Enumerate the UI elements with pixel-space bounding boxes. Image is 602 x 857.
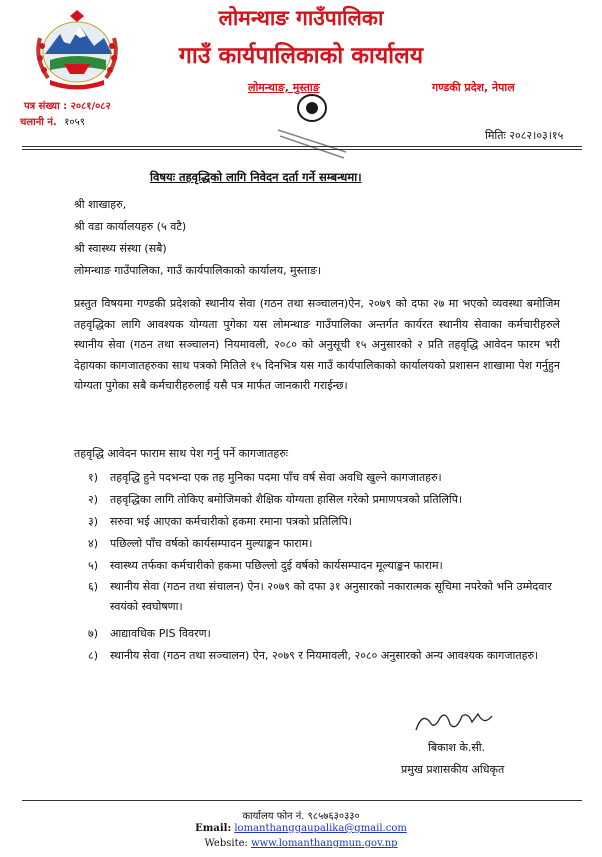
header-divider bbox=[22, 146, 582, 147]
signatory-title: प्रमुख प्रशासकीय अधिकृत bbox=[401, 763, 505, 776]
list-item: ४) पछिल्लो पाँच वर्षको कार्यसम्पादन मुल्याङ्कन फाराम। bbox=[88, 537, 313, 550]
letter-date: मितिः २०८२।०३।१५ bbox=[485, 129, 564, 142]
addressee-3: श्री स्वास्थ्य संस्था (सबै) bbox=[74, 242, 167, 255]
office-name: गाउँ कार्यपालिकाको कार्यालय bbox=[178, 43, 424, 69]
list-item: २) तहवृद्धिका लागि तोकिए बमोजिमको शैक्षिक योग्यता हासिल गरेको प्रमाणपत्रको प्रतिलिपि। bbox=[88, 493, 463, 506]
list-item: ७) आद्यावधिक PIS विवरण। bbox=[88, 627, 211, 640]
list-item: ६) स्थानीय सेवा (गठन तथा संचालन) ऐन। २०७९ को दफा ३१ अनुसारको नकारात्मक सूचिमा नपरेको भनि उम्मेदवार स्वयंको स्वघोषणा। bbox=[88, 580, 552, 613]
signature-icon bbox=[412, 708, 502, 736]
addressee-4: लोमन्थाङ गाउँपालिका, गाउँ कार्यपालिकाको कार्यालय, मुस्ताङ। bbox=[74, 264, 322, 277]
signatory-name: बिकाश के.सी. bbox=[428, 741, 486, 754]
footer-email-row bbox=[0, 823, 602, 834]
dispatch-number-row bbox=[20, 114, 85, 128]
footer-website-row bbox=[0, 838, 602, 849]
list-item: १) तहवृद्धि हुने पदभन्दा एक तह मुनिका पदमा पाँच वर्ष सेवा अवधि खुल्ने कागजातहरु। bbox=[88, 471, 442, 484]
footer-divider bbox=[22, 800, 582, 801]
addressee-2: श्री वडा कार्यालयहरु (५ वटै) bbox=[74, 220, 187, 233]
office-stamp-icon bbox=[272, 88, 352, 168]
list-item: ५) स्वास्थ्य तर्फका कर्मचारीको हकमा पछिल्लो दुई वर्षको कार्यसम्पादन मूल्याङ्कन फाराम। bbox=[88, 559, 443, 572]
email-label: Email: bbox=[195, 823, 232, 834]
website-label: Website: bbox=[204, 838, 248, 849]
list-item: ८) स्थानीय सेवा (गठन तथा सञ्चालन) ऐन, २०७९ र नियमावली, २०८० अनुसारको अन्य आवश्यक कागजातहरु। bbox=[88, 649, 539, 662]
municipality-name: लोमन्थाङ गाउँपालिका bbox=[218, 6, 384, 30]
location-province: गण्डकी प्रदेश, नेपाल bbox=[432, 81, 515, 94]
location-district: लोमन्थाङ, मुस्ताङ bbox=[248, 81, 320, 94]
documents-list-heading: तहवृद्धि आवेदन फाराम साथ पेश गर्नु पर्ने कागजातहरुः bbox=[74, 447, 289, 460]
website-link[interactable]: www.lomanthangmun.gov.np bbox=[251, 838, 398, 849]
letter-subject: विषयः तहवृद्धिको लागि निवेदन दर्ता गर्ने सम्बन्धमा। bbox=[150, 170, 362, 184]
date-divider bbox=[22, 149, 582, 150]
reference-number: पत्र संख्या : २०८१/०८२ bbox=[24, 101, 111, 112]
addressee-1: श्री शाखाहरु, bbox=[74, 198, 127, 211]
dispatch-number: १०५९ bbox=[64, 117, 85, 128]
dispatch-label: चलानी नं. bbox=[20, 117, 57, 128]
footer-phone: कार्यालय फोन नं. ९८५७६३०३३० bbox=[242, 811, 360, 822]
body-paragraph: प्रस्तुत विषयमा गण्डकी प्रदेशको स्थानीय सेवा (गठन तथा सञ्चालन)ऐन, २०७९ को दफा २७ मा भएको व्यवस्था बमोजिम तहवृद्धिका लागि आवश्यक योग्यता पुगेका यस लोमन्थाङ गाउँपालिका अन्तर्गत कार्यरत स्थानीय सेवाका कर्मचारीहरुले स्थानीय सेवा (गठन तथा सञ्चालन) नियमावली, २०८० को अनुसूची १५ अनुसारको २ प्रति तहवृद्धि आवेदन फारम भरी देहायका कागजातहरुका साथ पत्रको मितिले १५ दिनभित्र यस गाउँ कार्यपालिकाको कार्यालयको प्रशासन शाखामा पेश गर्नुहुन योग्यता पुगेका सबै कर्मचारीहरुलाई यसै पत्र मार्फत जानकारी गराईन्छ। bbox=[74, 297, 560, 393]
list-item: ३) सरुवा भई आएका कर्मचारीको हकमा रमाना पत्रको प्रतिलिपि। bbox=[88, 515, 352, 528]
email-link[interactable]: lomanthanggaupalika@gmail.com bbox=[234, 823, 407, 834]
